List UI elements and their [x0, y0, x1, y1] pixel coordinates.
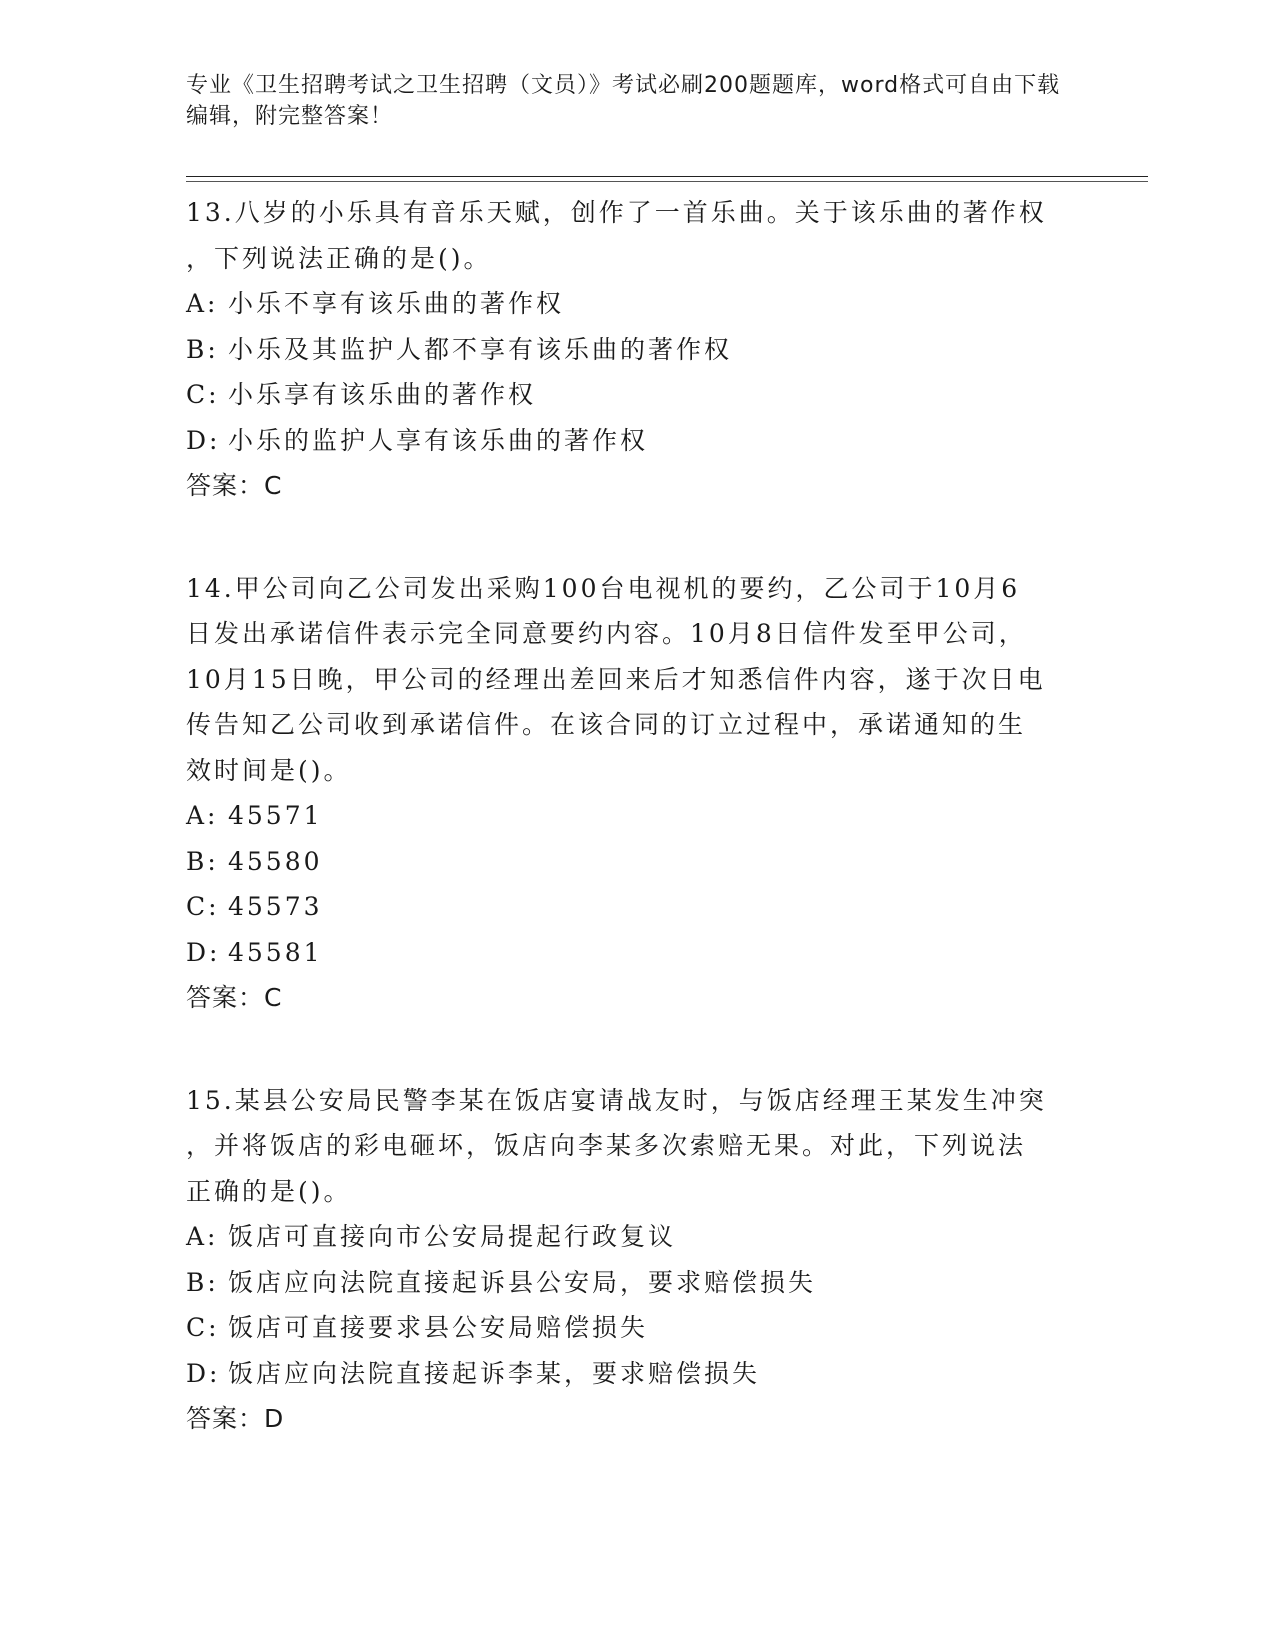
option-a: [186, 793, 1086, 839]
answer-line: 答案：C: [186, 983, 283, 1012]
option-text: 小乐的监护人享有该乐曲的著作权: [228, 425, 649, 455]
answer-line: 答案：D: [186, 1404, 285, 1433]
document-header: 专业《卫生招聘考试之卫生招聘（文员）》考试必刷200题题库，word格式可自由下载编辑，附完整答案！: [186, 73, 1061, 129]
option-b: [186, 327, 1086, 373]
question-stem-line: ，下列说法正确的是()。: [186, 243, 492, 273]
option-text: 小乐不享有该乐曲的著作权: [228, 289, 565, 318]
option-letter: A:: [186, 1222, 219, 1251]
option-letter: B:: [186, 334, 219, 364]
option-text: 小乐享有该乐曲的著作权: [228, 380, 537, 409]
header-rule-thick: [186, 176, 1148, 177]
question-gap: [186, 1021, 1086, 1078]
question-14: [186, 566, 1086, 1021]
option-letter: B:: [186, 1267, 219, 1297]
option-text: 饭店可直接要求县公安局赔偿损失: [228, 1313, 649, 1342]
option-letter: D:: [186, 937, 221, 967]
option-letter: C:: [186, 1313, 220, 1342]
option-d: [186, 1351, 1086, 1397]
question-list: [186, 190, 1086, 1442]
question-gap: [186, 509, 1086, 566]
option-text: 45571: [228, 801, 323, 830]
option-d: [186, 418, 1086, 464]
option-text: 45581: [228, 937, 323, 967]
option-letter: A:: [186, 289, 219, 318]
option-letter: D:: [186, 425, 221, 455]
option-text: 小乐及其监护人都不享有该乐曲的著作权: [228, 334, 733, 364]
question-stem-line: 日发出承诺信件表示完全同意要约内容。10月8日信件发至甲公司，: [186, 619, 1027, 648]
question-stem-line: 10月15日晚，甲公司的经理出差回来后才知悉信件内容，遂于次日电: [186, 664, 1046, 694]
option-text: 45580: [228, 846, 323, 876]
question-15: [186, 1078, 1086, 1442]
option-letter: B:: [186, 846, 219, 876]
option-letter: A:: [186, 801, 219, 830]
option-c: [186, 884, 1086, 930]
option-letter: C:: [186, 380, 220, 409]
question-stem-line: ，并将饭店的彩电砸坏，饭店向李某多次索赔无果。对此，下列说法: [186, 1131, 1027, 1160]
option-text: 饭店应向法院直接起诉李某，要求赔偿损失: [228, 1358, 761, 1388]
option-c: [186, 372, 1086, 418]
option-d: [186, 930, 1086, 976]
header-rule-thin: [186, 181, 1148, 182]
option-a: [186, 281, 1086, 327]
option-a: [186, 1214, 1086, 1260]
answer-line: 答案：C: [186, 471, 283, 500]
option-letter: C:: [186, 892, 220, 921]
question-stem-line: 13.八岁的小乐具有音乐天赋，创作了一首乐曲。关于该乐曲的著作权: [186, 198, 1047, 227]
option-letter: D:: [186, 1358, 221, 1388]
question-stem-line: 传告知乙公司收到承诺信件。在该合同的订立过程中，承诺通知的生: [186, 710, 1027, 739]
option-text: 饭店应向法院直接起诉县公安局，要求赔偿损失: [228, 1267, 817, 1297]
option-text: 45573: [228, 892, 323, 921]
option-c: [186, 1305, 1086, 1351]
question-stem-line: 15.某县公安局民警李某在饭店宴请战友时，与饭店经理王某发生冲突: [186, 1085, 1047, 1115]
option-b: [186, 1260, 1086, 1306]
option-b: [186, 839, 1086, 885]
question-stem-line: 14.甲公司向乙公司发出采购100台电视机的要约，乙公司于10月6: [186, 573, 1021, 603]
question-stem-line: 效时间是()。: [186, 755, 352, 785]
question-stem-line: 正确的是()。: [186, 1176, 352, 1206]
question-13: [186, 190, 1086, 509]
option-text: 饭店可直接向市公安局提起行政复议: [228, 1222, 677, 1251]
